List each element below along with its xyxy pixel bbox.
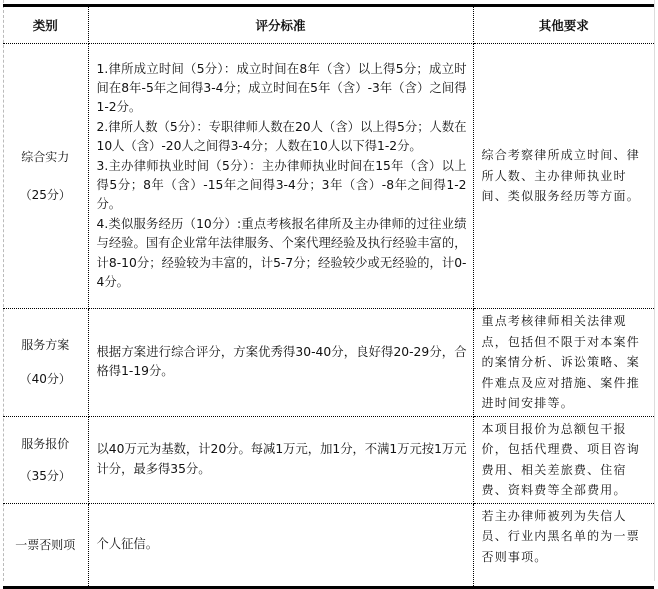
header-other: 其他要求	[473, 6, 654, 44]
category-points: （40分）	[19, 372, 71, 387]
category-points: （25分）	[19, 188, 71, 202]
category-name: 服务报价	[21, 436, 70, 451]
table-row	[3, 416, 654, 503]
header-criteria: 评分标准	[88, 6, 473, 44]
criteria-item: 3.主办律师执业时间（5分）：主办律师执业时间在15年（含）以上得5分；8年（含）-15年之间得3-4分；3年（含）-8年之间得1-2分。	[96, 158, 467, 212]
criteria-cell: 根据方案进行综合评分，方案优秀得30-40分，良好得20-29分，合格得1-19分。	[88, 309, 473, 417]
category-name: 服务方案	[21, 338, 70, 353]
criteria-cell	[88, 44, 473, 309]
table-row	[3, 309, 654, 417]
criteria-item: 1.律所成立时间（5分）：成立时间在8年（含）以上得5分；成立时间在8年-5年之间得3-4分；成立时间在5年（含）-3年（含）之间得1-2分。	[96, 61, 467, 115]
scoring-table	[3, 4, 654, 589]
table-row	[3, 44, 654, 309]
table-row	[3, 503, 654, 587]
header-category: 类别	[3, 6, 88, 44]
category-name: 综合实力	[21, 150, 70, 164]
criteria-item: 4.类似服务经历（10分）:重点考核报名律所及主办律师的过往业绩与经验。国有企业常年法律服务、个案代理经验及执行经验丰富的，计8-10分；经验较为丰富的，计5-7分；经验较少或无经验的，计0-4分。	[96, 216, 467, 290]
category-name: 一票否则项	[15, 537, 76, 552]
criteria-item: 2.律所人数（5分）：专职律师人数在20人（含）以上得5分；人数在10人（含）-20人之间得3-4分；人数在10人以下得1-2分。	[96, 119, 467, 154]
other-requirements-cell: 综合考察律所成立时间、律所人数、主办律师执业时间、类似服务经历等方面。	[473, 44, 654, 309]
category-cell	[3, 416, 88, 503]
other-requirements-cell: 本项目报价为总额包干报价，包括代理费、项目咨询费用、相关差旅费、住宿费、资料费等全部费用。	[473, 416, 654, 503]
other-requirements-cell: 若主办律师被列为失信人员、行业内黑名单的为一票否则事项。	[473, 503, 654, 587]
page-edge	[654, 0, 655, 581]
category-cell	[3, 309, 88, 417]
criteria-cell: 以40万元为基数，计20分。每减1万元，加1分，不满1万元按1万元计分，最多得35分。	[88, 416, 473, 503]
header-row	[3, 6, 654, 44]
category-cell	[3, 44, 88, 309]
category-points: （35分）	[19, 468, 71, 483]
other-requirements-cell: 重点考核律师相关法律观点，包括但不限于对本案件的案情分析、诉讼策略、案件难点及应对措施、案件推进时间安排等。	[473, 309, 654, 417]
criteria-cell: 个人征信。	[88, 503, 473, 587]
category-cell	[3, 503, 88, 587]
